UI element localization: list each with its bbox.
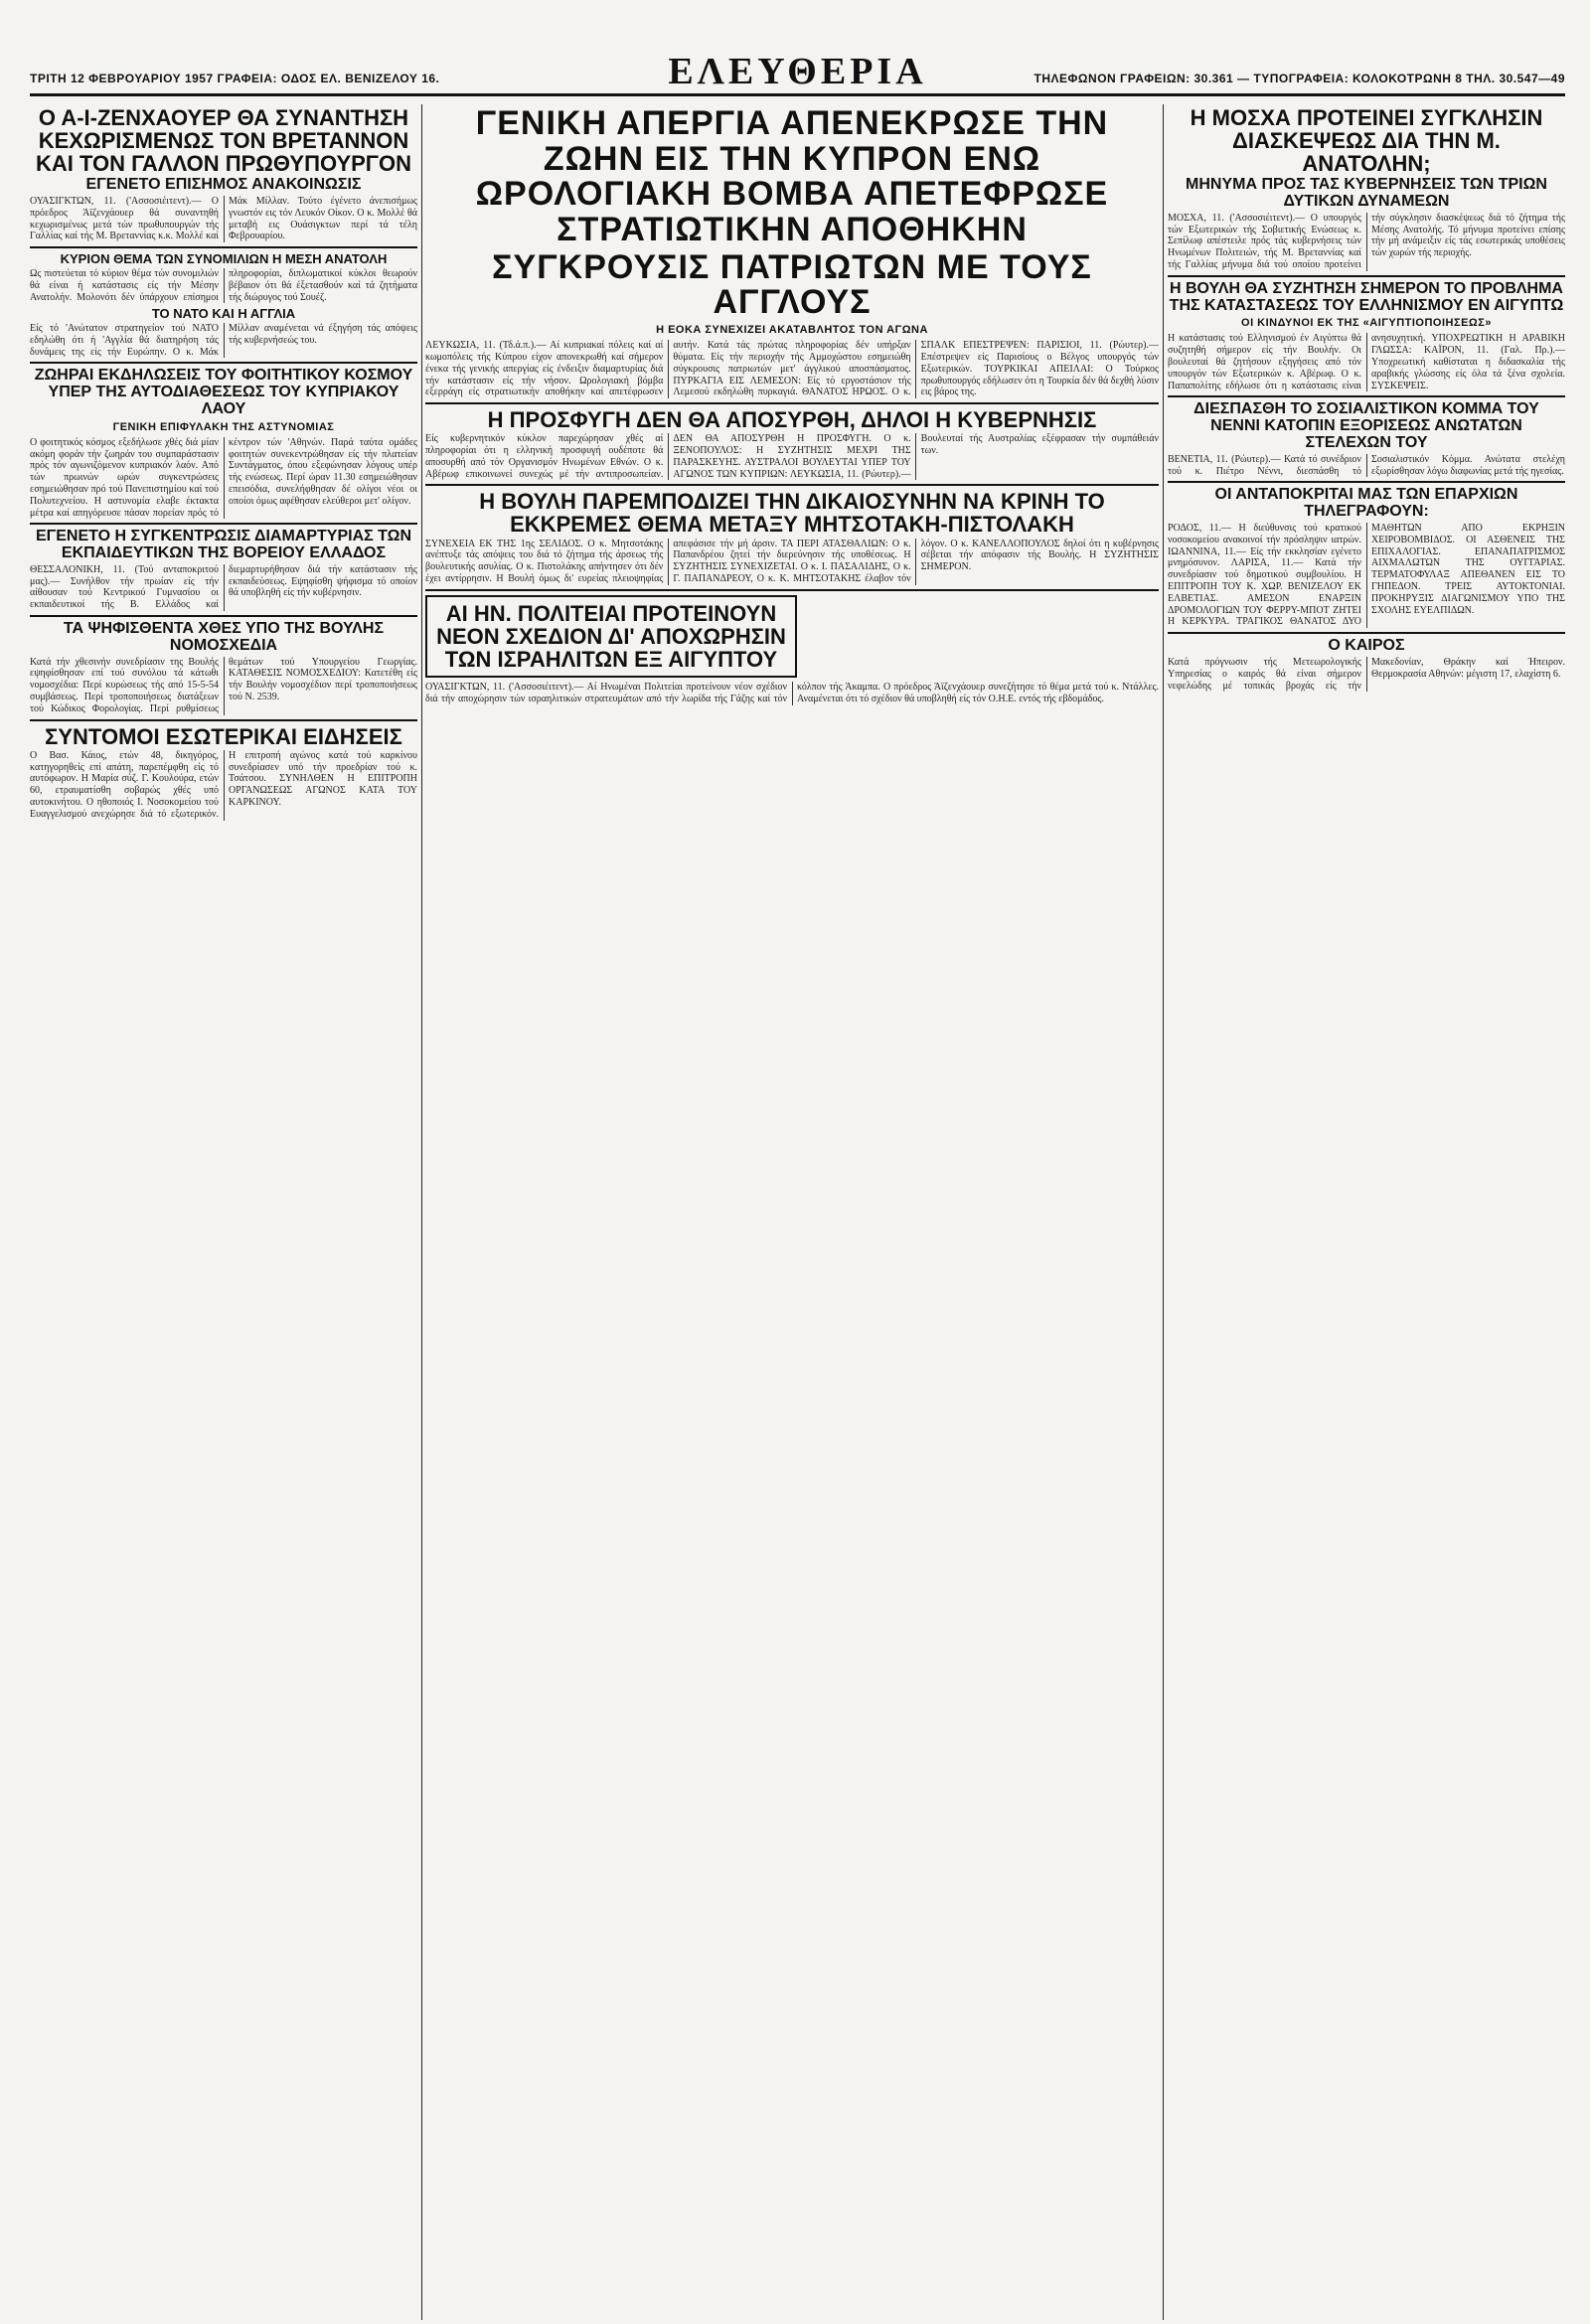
article-weather-body: Κατά πρόγνωσιν τής Μετεωρολογικής Υπηρεσίας ο καιρός θά είναι σήμερον νεφελώδης μέ τοπικάς βροχάς είς τήν Μακεδονίαν, Θράκην καί Ήπειρον. Θερμοκρασία Αθηνών: μέγιστη 17, ελαχίστη 6. [1168, 656, 1565, 692]
divider [30, 523, 417, 525]
masthead-phones: ΤΗΛΕΦΩΝΟΝ ΓΡΑΦΕΙΩΝ: 30.361 — ΤΥΠΟΓΡΑΦΕΙΑ: ΚΟΛΟΚΟΤΡΩΝΗ 8 ΤΗΛ. 30.547—49 [1034, 72, 1565, 85]
article-egypt-body: Η κατάστασις τού Ελληνισμού έν Αιγύπτω θά συζητηθή σήμερον είς τήν Βουλήν. Οι βουλευταί θά ζητήσουν εξηγήσεις από τόν υπουργόν τών Εξωτερικών κ. Αβέρωφ. Ο κ. Παπαπολίτης εδήλωσε ότι η κατάστασις είναι ανησυχητική. ΥΠΟΧΡΕΩΤΙΚΗ Η ΑΡΑΒΙΚΗ ΓΛΩΣΣΑ: ΚΑΪΡΟΝ, 11. (Γαλ. Πρ.).— Υποχρεωτική καθίσταται η διδασκαλία τής αραβικής γλώσσης είς όλα τά ξένα σχολεία. ΣΥΣΚΕΨΕΙΣ. [1168, 333, 1565, 391]
subheadline-egyptianization: ΟΙ ΚΙΝΔΥΝΟΙ ΕΚ ΤΗΣ «ΑΙΓΥΠΤΙΟΠΟΙΗΣΕΩΣ» [1241, 317, 1492, 330]
divider [1168, 275, 1565, 277]
column-rule [421, 104, 422, 2320]
subheadline-eoka: Η ΕΟΚΑ ΣΥΝΕΧΙΖΕΙ ΑΚΑΤΑΒΛΗΤΟΣ ΤΟΝ ΑΓΩΝΑ [656, 324, 928, 337]
headline-nato: ΤΟ ΝΑΤΟ ΚΑΙ Η ΑΓΓΛΙΑ [151, 306, 296, 322]
article-teachers-body: ΘΕΣΣΑΛΟΝΙΚΗ, 11. (Τού ανταποκριτού μας).— Συνήλθον τήν πρωίαν είς τήν αίθουσαν τού Κεντρικού Γυμνασίου οι εκπαιδευτικοί τής Β. Ελλάδος καί διεμαρτυρήθησαν διά τήν κατάστασιν τής εκπαιδεύσεως. Εψηφίσθη ψήφισμα τό οποίον θά υποβληθή είς τήν κυβέρνησιν. [30, 563, 417, 611]
headline-teachers: ΕΓΕΝΕΤΟ Η ΣΥΓΚΕΝΤΡΩΣΙΣ ΔΙΑΜΑΡΤΥΡΙΑΣ ΤΩΝ ΕΚΠΑΙΔΕΥΤΙΚΩΝ ΤΗΣ ΒΟΡΕΙΟΥ ΕΛΛΑΔΟΣ [35, 528, 412, 562]
headline-moscow: Η ΜΟΣΧΑ ΠΡΟΤΕΙΝΕΙ ΣΥΓΚΛΗΣΙΝ ΔΙΑΣΚΕΨΕΩΣ ΔΙΑ ΤΗΝ Μ. ΑΝΑΤΟΛΗΝ; [1190, 105, 1543, 177]
masthead [30, 50, 1565, 96]
article-eisenhower-body: ΟΥΑΣΙΓΚΤΩΝ, 11. ('Ασσοσιέιτεντ).— Ο πρόεδρος Άϊζενχάουερ θά συναντηθή κεχωρισμένως μετά τών πρωθυπουργών τής Γαλλίας καί τής Μ. Βρεταννίας κ.κ. Μολλέ καί Μάκ Μίλλαν. Τούτο έγένετο άνεπισήμως γνωστόν εις τόν Λευκόν Οίκον. Ο κ. Μολλέ θά μεταβή εις Ουάσιγκτων περί τά τέλη Φεβρουαρίου. [30, 196, 417, 242]
headline-weather: Ο ΚΑΙΡΟΣ [1328, 637, 1405, 655]
article-nato-body: Είς τό 'Ανώτατον στρατηγείον τού ΝΑΤΟ εδηλώθη ότι ή 'Αγγλία θά διατηρήση τάς δυνάμεις της είς τήν Ευρώπην. Ο κ. Μάκ Μίλλαν αναμένεται νά έξηγήση τάς απόψεις τής κυβερνήσεώς του. [30, 322, 417, 358]
article-correspondents-body: ΡΟΔΟΣ, 11.— Η διεύθυνσις τού κρατικού νοσοκομείου ανακοινοί τήν πρόσληψιν ιατρών. ΙΩΑΝΝΙΝΑ, 11.— Είς τήν εκκλησίαν εγένετο μνημόσυνον. ΛΑΡΙΣΑ, 11.— Κατά τήν συνεδρίασιν τού δημοτικού συμβουλίου. Η ΕΠΙΤΡΟΠΗ ΤΟΥ Κ. ΧΩΡ. ΒΕΝΙΖΕΛΟΥ ΕΚ ΕΛΒΕΤΙΑΣ. ΑΜΕΣΟΝ ΕΝΑΡΞΙΝ ΔΡΟΜΟΛΟΓΙΩΝ ΤΟΥ ΦΕΡΡΥ-ΜΠΟΤ ΖΗΤΕΙ Η ΚΕΡΚΥΡΑ. ΤΡΑΓΙΚΟΣ ΘΑΝΑΤΟΣ ΔΥΟ ΜΑΘΗΤΩΝ ΑΠΟ ΕΚΡΗΞΙΝ ΧΕΙΡΟΒΟΜΒΙΔΟΣ. ΟΙ ΑΣΘΕΝΕΙΣ ΤΗΣ ΕΠΙΧΑΛΟΓΙΑΣ. ΕΠΑΝΑΠΑΤΡΙΣΜΟΣ ΑΙΧΜΑΛΩΤΩΝ ΤΗΣ ΟΥΓΓΑΡΙΑΣ. ΤΕΡΜΑΤΟΦΥΛΑΞ ΑΠΕΘΑΝΕΝ ΕΙΣ ΤΟ ΓΗΠΕΔΟΝ. ΤΡΕΙΣ ΑΥΤΟΚΤΟΝΙΑΙ. ΠΡΟΚΗΡΥΞΙΣ ΔΙΑΓΩΝΙΣΜΟΥ ΥΠΟ ΤΗΣ ΣΧΟΛΗΣ ΕΥΕΛΠΙΔΩΝ. [1168, 523, 1565, 628]
headline-domestic-news: ΣΥΝΤΟΜΟΙ ΕΣΩΤΕΡΙΚΑΙ ΕΙΔΗΣΕΙΣ [45, 723, 402, 749]
headline-cyprus-strike: ΓΕΝΙΚΗ ΑΠΕΡΓΙΑ ΑΠΕΝΕΚΡΩΣΕ ΤΗΝ ΖΩΗΝ ΕΙΣ ΤΗΝ ΚΥΠΡΟΝ ΕΝΩ ΩΡΟΛΟΓΙΑΚΗ ΒΟΜΒΑ ΑΠΕΤΕΦΡΩΣΕ ΣΤΡΑΤΙΩΤΙΚΗΝ ΑΠΟΘΗΚΗΝ [475, 104, 1109, 249]
article-bills-body: Κατά τήν χθεσινήν συνεδρίασιν της Βουλής εψηφίσθησαν επί τού συνόλου τά κάτωθι νομοσχέδια: Περί κυρώσεως τής από 15-5-54 συμβάσεως. Περί τροποποιήσεως διατάξεων τού Κώδικος Φορολογίας. Περί ρυθμίσεως θεμάτων τού Υπουργείου Γεωργίας. ΚΑΤΑΘΕΣΙΣ ΝΟΜΟΣΧΕΔΙΟΥ: Κατετέθη είς τήν Βουλήν νομοσχέδιον περί τροποποιήσεως τού Ν. 2539. [30, 656, 417, 714]
headline-students: ΖΩΗΡΑΙ ΕΚΔΗΛΩΣΕΙΣ ΤΟΥ ΦΟΙΤΗΤΙΚΟΥ ΚΟΣΜΟΥ ΥΠΕΡ ΤΗΣ ΑΥΤΟΔΙΑΘΕΣΕΩΣ ΤΟΥ ΚΥΠΡΙΑΚΟΥ ΛΑΟΥ [34, 367, 413, 417]
divider [425, 589, 1159, 591]
divider [425, 402, 1159, 404]
headline-us-plan: ΑΙ ΗΝ. ΠΟΛΙΤΕΙΑΙ ΠΡΟΤΕΙΝΟΥΝ ΝΕΟΝ ΣΧΕΔΙΟΝ ΔΙ' ΑΠΟΧΩΡΗΣΙΝ ΤΩΝ ΙΣΡΑΗΛΙΤΩΝ ΕΞ ΑΙΓΥΠΤΟΥ [436, 600, 786, 672]
article-cyprus-body: ΛΕΥΚΩΣΙΑ, 11. (Τδ.ά.π.).— Αί κυπριακαί πόλεις καί αί κωμοπόλεις τής Κύπρου είχον απονεκρωθή καί σήμερον ένεκα τής γενικής απεργίας είς ένδειξιν διαμαρτυρίας διά τήν κατάστασιν είς τήν νήσον. Ωρολογιακή βόμβα εξερράγη είς στρατιωτικήν αποθήκην καί απετέφρωσεν αυτήν. Κατά τάς πρώτας πληροφορίας δέν υπήρξαν θύματα. Είς τήν περιοχήν τής Αμμοχώστου εσημειώθη σύγκρουσις πατριωτών μετ' άγγλικού αποσπάσματος. ΠΥΡΚΑΓΙΑ ΕΙΣ ΛΕΜΕΣΟΝ: Είς τό εργοστάσιον τής Λεμεσού εκδηλώθη πυρκαγιά. ΘΑΝΑΤΟΣ ΗΡΩΟΣ. Ο κ. ΣΠΑΛΚ ΕΠΕΣΤΡΕΨΕΝ: ΠΑΡΙΣΙΟΙ, 11. (Ρώυτερ).— Επέστρεψεν είς Παρισίους ο Βέλγος υπουργός τών Εξωτερικών. ΤΟΥΡΚΙΚΑΙ ΑΠΕΙΛΑΙ: Ο Τούρκος πρωθυπουργός εδήλωσεν ότι η Τουρκία δέν θά δεχθή λύσιν εις βάρος της. [425, 340, 1159, 398]
divider [1168, 632, 1565, 634]
article-us-plan-body: ΟΥΑΣΙΓΚΤΩΝ, 11. ('Ασσοσιέιτεντ).— Αί Ηνωμέναι Πολιτείαι προτείνουν νέον σχέδιον διά τήν αποχώρησιν τών ισραηλιτικών στρατευμάτων από τήν λωρίδα τής Γάζης καί τόν κόλπον τής Άκαμπα. Ο πρόεδρος Άϊζενχάουερ συνεζήτησε τό θέμα μετά τού κ. Ντάλλες. Αναμένεται ότι τό σχέδιον θά υποβληθή είς τόν Ο.Η.Ε. εντός τής εβδομάδος. [425, 682, 1159, 704]
subheadline-announcement: ΕΓΕΝΕΤΟ ΕΠΙΣΗΜΟΣ ΑΝΑΚΟΙΝΩΣΙΣ [85, 176, 362, 194]
article-justice-body: ΣΥΝΕΧΕΙΑ ΕΚ ΤΗΣ 1ης ΣΕΛΙΔΟΣ. Ο κ. Μητσοτάκης ανέπτυξε τάς απόψεις του διά τό ζήτημα τής άρσεως τής βουλευτικής ασυλίας. Ο κ. Πιστολάκης απήντησεν ότι δέν έχει αντίρρησιν. Η Βουλή όμως δι' ευρείας πλειοψηφίας απεφάσισε τήν μή άρσιν. ΤΑ ΠΕΡΙ ΑΤΑΣΘΑΛΙΩΝ: Ο κ. Παπανδρέου ζητεί τήν διερεύνησιν τής υποθέσεως. Η ΣΥΖΗΤΗΣΙΣ ΣΥΝΕΧΙΖΕΤΑΙ. Ο κ. Ι. ΠΑΣΑΛΙΔΗΣ, Ο κ. Γ. ΠΑΠΑΝΔΡΕΟΥ, Ο κ. Κ. ΜΗΤΣΟΤΑΚΗΣ έλαβον τόν λόγον. Ο κ. ΚΑΝΕΛΛΟΠΟΥΛΟΣ δηλοί ότι η κυβέρνησις σέβεται τήν απόφασιν τής Βουλής. Η ΣΥΖΗΤΗΣΙΣ ΣΗΜΕΡΟΝ. [425, 538, 1159, 584]
divider [425, 484, 1159, 486]
subheadline-message: ΜΗΝΥΜΑ ΠΡΟΣ ΤΑΣ ΚΥΒΕΡΝΗΣΕΙΣ ΤΩΝ ΤΡΙΩΝ ΔΥΤΙΚΩΝ ΔΥΝΑΜΕΩΝ [1186, 176, 1547, 211]
headline-egypt-hellenism: Η ΒΟΥΛΗ ΘΑ ΣΥΖΗΤΗΣΗ ΣΗΜΕΡΟΝ ΤΟ ΠΡΟΒΛΗΜΑ ΤΗΣ ΚΑΤΑΣΤΑΣΕΩΣ ΤΟΥ ΕΛΛΗΝΙΣΜΟΥ ΕΝ ΑΙΓΥΠΤΩ [1169, 279, 1564, 314]
headline-appeal: Η ΠΡΟΣΦΥΓΗ ΔΕΝ ΘΑ ΑΠΟΣΥΡΘΗ, ΔΗΛΟΙ Η ΚΥΒΕΡΝΗΣΙΣ [487, 407, 1097, 433]
article-appeal-body: Είς κυβερνητικόν κύκλον παρεχώρησαν χθές αί πληροφορίαι ότι η ελληνική προσφυγή ουδέποτε θά αποσυρθή από τόν Οργανισμόν Ηνωμένων Εθνών. Ο κ. Αβέρωφ επικοινωνεί συνεχώς μέ τήν αντιπροσωπείαν. ΔΕΝ ΘΑ ΑΠΟΣΥΡΘΗ Η ΠΡΟΣΦΥΓΗ. Ο κ. ΞΕΝΟΠΟΥΛΟΣ: Η ΣΥΖΗΤΗΣΙΣ ΜΕΧΡΙ ΤΗΣ ΠΑΡΑΣΚΕΥΗΣ. ΑΥΣΤΡΑΛΟΙ ΒΟΥΛΕΥΤΑΙ ΥΠΕΡ ΤΟΥ ΑΓΩΝΟΣ ΤΩΝ ΚΥΠΡΙΩΝ: ΛΕΥΚΩΣΙΑ, 11. (Ρώυτερ).— Βουλευταί τής Αυστραλίας εξέφρασαν τήν συμπάθειάν των. [425, 433, 1159, 480]
column-rule [1163, 104, 1164, 2320]
divider [1168, 395, 1565, 397]
newspaper-title: ΕΛΕΥΘΕΡΙΑ [668, 51, 927, 92]
center-column [425, 104, 1159, 2320]
article-moscow-body: ΜΟΣΧΑ, 11. ('Ασσοσιέιτεντ).— Ο υπουργός τών Εξωτερικών τής Σοβιετικής Ενώσεως κ. Σεπίλωφ απέστειλε πρός τάς κυβερνήσεις τών Ηνωμένων Πολιτειών, τής Μ. Βρεταννίας καί τής Γαλλίας μήνυμα διά τού οποίου προτείνει τήν σύγκλησιν διασκέψεως διά τό ζήτημα τής Μέσης Ανατολής. Τό μήνυμα προτείνει επίσης τήν μή ανάμειξιν είς τάς εσωτερικάς υποθέσεις τών χωρών τής περιοχής. [1168, 212, 1565, 271]
article-nenni-body: ΒΕΝΕΤΙΑ, 11. (Ρώυτερ).— Κατά τό συνέδριον τού κ. Πιέτρο Νέννι, διεσπάσθη τό Σοσιαλιστικόν Κόμμα. Ανώτατα στελέχη εξωρίσθησαν λόγω διαφωνίας μετά τής ηγεσίας. [1168, 453, 1565, 477]
right-column [1168, 104, 1565, 2320]
box-us-plan [425, 595, 797, 678]
subheadline-police: ΓΕΝΙΚΗ ΕΠΙΦΥΛΑΚΗ ΤΗΣ ΑΣΤΥΝΟΜΙΑΣ [112, 420, 335, 433]
divider [30, 246, 417, 248]
divider [30, 362, 417, 364]
article-middle-east-body: Ως πιστεύεται τό κύριον θέμα τών συνομιλιών θά είναι ή κατάστασις είς τήν Μέσην Ανατολήν. Μολονότι δέν ύπάρχουν επίσημοι πληροφορίαι, διπλωματικοί κύκλοι θεωρούν βέβαιον ότι θά έξετασθούν καί τά ζητήματα τής διώρυγος τού Σουέζ. [30, 267, 417, 303]
left-column [30, 104, 417, 2320]
headline-middle-east-topic: ΚΥΡΙΟΝ ΘΕΜΑ ΤΩΝ ΣΥΝΟΜΙΛΙΩΝ Η ΜΕΣΗ ΑΝΑΤΟΛΗ [60, 251, 388, 267]
headline-nenni: ΔΙΕΣΠΑΣΘΗ ΤΟ ΣΟΣΙΑΛΙΣΤΙΚΟΝ ΚΟΜΜΑ ΤΟΥ ΝΕΝΝΙ ΚΑΤΟΠΙΝ ΕΞΟΡΙΣΕΩΣ ΑΝΩΤΑΤΩΝ ΣΤΕΛΕΧΩΝ ΤΟΥ [1193, 400, 1539, 452]
headline-parliament-bills: ΤΑ ΨΗΦΙΣΘΕΝΤΑ ΧΘΕΣ ΥΠΟ ΤΗΣ ΒΟΥΛΗΣ ΝΟΜΟΣΧΕΔΙΑ [63, 620, 385, 654]
headline-correspondents: ΟΙ ΑΝΤΑΠΟΚΡΙΤΑΙ ΜΑΣ ΤΩΝ ΕΠΑΡΧΙΩΝ ΤΗΛΕΓΡΑΦΟΥΝ: [1214, 486, 1518, 521]
divider [1168, 481, 1565, 483]
headline-parliament-justice: Η ΒΟΥΛΗ ΠΑΡΕΜΠΟΔΙΖΕΙ ΤΗΝ ΔΙΚΑΙΟΣΥΝΗΝ ΝΑ ΚΡΙΝΗ ΤΟ ΕΚΚΡΕΜΕΣ ΘΕΜΑ ΜΕΤΑΞΥ ΜΗΤΣΟΤΑΚΗ-ΠΙΣΤΟΛΑΚΗ [479, 489, 1105, 538]
newspaper-page [30, 50, 1565, 2320]
headline-eisenhower: Ο Α-Ι-ΖΕΝΧΑΟΥΕΡ ΘΑ ΣΥΝΑΝΤΗΣΗ ΚΕΧΩΡΙΣΜΕΝΩΣ ΤΟΝ ΒΡΕΤΑΝΝΟΝ ΚΑΙ ΤΟΝ ΓΑΛΛΟΝ ΠΡΩΘΥΠΟΥΡΓΟΝ [35, 105, 412, 177]
divider [30, 719, 417, 721]
headline-clashes: ΣΥΓΚΡΟΥΣΙΣ ΠΑΤΡΙΩΤΩΝ ΜΕ ΤΟΥΣ ΑΓΓΛΟΥΣ [492, 247, 1092, 322]
article-domestic-body: Ο Βασ. Κάιος, ετών 48, δικηγόρος, κατηγορηθείς επί απάτη, παρεπέμφθη είς τό αυτόφωρον. Η Μαρία σύζ. Γ. Κουλούρα, ετών 60, ετραυματίσθη σοβαρώς χθές υπό αυτοκινήτου. Ο ηθοποιός Ι. Νοσοκομείου τού Ευαγγελισμού ανεχώρησε διά τό εξωτερικόν. Η επιτροπή αγώνος κατά τού καρκίνου συνεδρίασεν υπό τήν προεδρίαν τού κ. Τσάτσου. ΣΥΝΗΛΘΕΝ Η ΕΠΙΤΡΟΠΗ ΟΡΓΑΝΩΣΕΩΣ ΑΓΩΝΟΣ ΚΑΤΑ ΤΟΥ ΚΑΡΚΙΝΟΥ. [30, 749, 417, 820]
divider [30, 615, 417, 617]
article-students-body: Ο φοιτητικός κόσμος εξεδήλωσε χθές διά μίαν ακόμη φοράν τήν ζωηράν του συμπαράστασιν πρός τόν αγωνιζόμενον κυπριακόν λαόν. Από τών πρωινών ωρών συγκεντρώσεις εσημειώθησαν πρό τού Πανεπιστημίου καί τού Πολυτεχνείου. Η αστυνομία ελαβε έκτακτα μέτρα καί απηγόρευσε πάσαν πορείαν πρός τό κέντρον τών 'Αθηνών. Παρά ταύτα ομάδες φοιτητών συνεκεντρώθησαν είς τήν πλατείαν Συντάγματος, όπου εξεφώνησαν λόγους υπέρ τής ενώσεως. Περί ώραν 11.30 εσημειώθησαν επεισόδια, συνελήφθησαν δέ ολίγοι νέοι οι οποίοι όμως αφέθησαν ελεύθεροι μετ' ολίγον. [30, 436, 417, 519]
masthead-date-address: ΤΡΙΤΗ 12 ΦΕΒΡΟΥΑΡΙΟΥ 1957 ΓΡΑΦΕΙΑ: ΟΔΟΣ ΕΛ. ΒΕΝΙΖΕΛΟΥ 16. [30, 72, 440, 85]
